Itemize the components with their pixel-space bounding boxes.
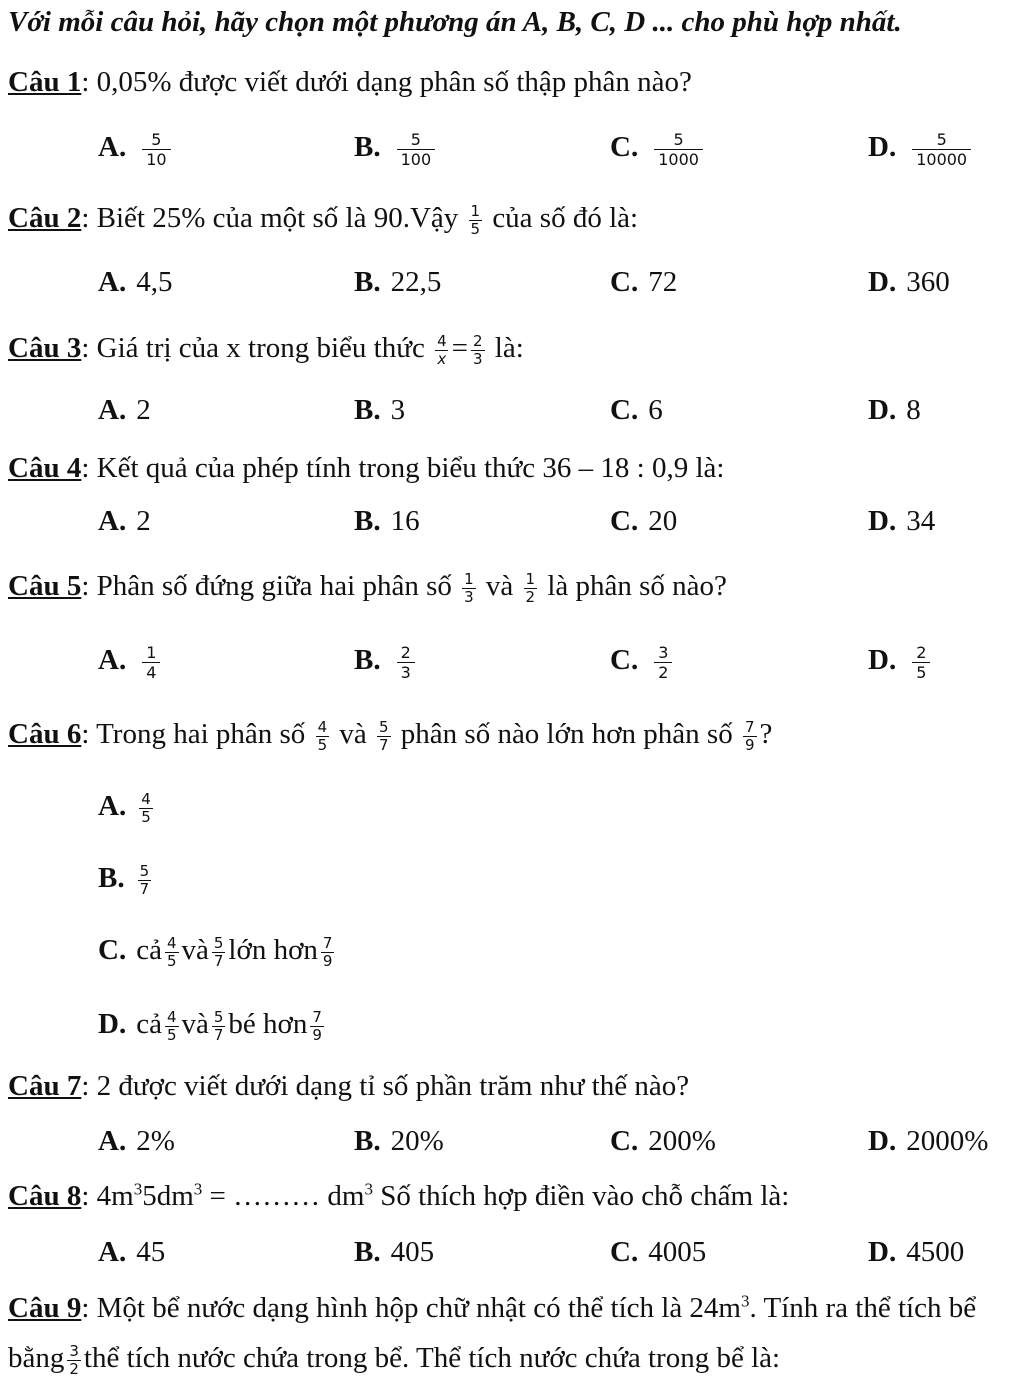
option-1c[interactable]: C. $\frac{5}{1000}$ [610, 130, 706, 169]
option-4a[interactable]: A. 2 [98, 505, 151, 537]
option-6c[interactable]: C. cả $\frac{4}{5}$ và $\frac{5}{7}$ lớn hơn $\frac{7}{9}$ [98, 933, 333, 970]
question-4: Câu 4: Kết quả của phép tính trong biểu thức 36 – 18 : 0,9 là: [8, 452, 725, 484]
question-2: Câu 2: Biết 25% của một số là 90.Vậy $\frac{1}{5}$ của số đó là: [8, 201, 639, 238]
option-3d[interactable]: D. 8 [868, 394, 921, 426]
option-5d[interactable]: D. $\frac{2}{5}$ [868, 643, 933, 682]
question-6: Câu 6: Trong hai phân số $\frac{4}{5}$ và $\frac{5}{7}$ phân số nào lớn hơn phân số $\frac{7}{9}$ ? [8, 717, 773, 754]
fraction: $\frac{2}{3}$ [472, 331, 483, 368]
option-2a[interactable]: A. 4,5 [98, 266, 173, 298]
question-label: Câu 7 [8, 1070, 82, 1102]
option-5c[interactable]: C. $\frac{3}{2}$ [610, 643, 675, 682]
question-5: Câu 5: Phân số đứng giữa hai phân số $\frac{1}{3}$ và $\frac{1}{2}$ là phân số nào? [8, 569, 727, 606]
question-8: Câu 8: $4m^35dm^3$ = ……… $dm^3$ Số thích hợp điền vào chỗ chấm là: [8, 1179, 790, 1212]
option-3b[interactable]: B. 3 [354, 394, 406, 426]
option-7b[interactable]: B. 20% [354, 1125, 444, 1157]
question-3: Câu 3: Giá trị của x trong biểu thức $\frac{4}{x}$ = $\frac{2}{3}$ là: [8, 331, 524, 368]
fraction: $\frac{5}{7}$ [378, 717, 389, 754]
option-5a[interactable]: A. $\frac{1}{4}$ [98, 643, 163, 682]
option-7c[interactable]: C. 200% [610, 1125, 716, 1157]
option-2c[interactable]: C. 72 [610, 266, 678, 298]
fraction: $\frac{1}{5}$ [470, 201, 481, 238]
question-9-line-2: bằng $\frac{3}{2}$ thể tích nước chứa trong bể. Thể tích nước chứa trong bể là: [8, 1341, 781, 1378]
option-8d[interactable]: D. 4500 [868, 1236, 965, 1268]
option-7a[interactable]: A. 2% [98, 1125, 175, 1157]
option-8a[interactable]: A. 45 [98, 1236, 166, 1268]
option-6d[interactable]: D. cả $\frac{4}{5}$ và $\frac{5}{7}$ bé hơn $\frac{7}{9}$ [98, 1007, 322, 1044]
option-4d[interactable]: D. 34 [868, 505, 936, 537]
option-6a[interactable]: A. $\frac{4}{5}$ [98, 789, 151, 826]
question-label: Câu 2 [8, 202, 82, 234]
question-7: Câu 7: 2 được viết dưới dạng tỉ số phần trăm như thế nào? [8, 1070, 690, 1102]
question-1 [8, 66, 692, 98]
fraction: $\frac{3}{2}$ [69, 1341, 79, 1378]
fraction: $\frac{1}{3}$ [464, 569, 474, 606]
option-1a[interactable]: A. $\frac{5}{10}$ [98, 130, 174, 169]
option-8c[interactable]: C. 4005 [610, 1236, 707, 1268]
option-2b[interactable]: B. 22,5 [354, 266, 442, 298]
question-9: Câu 9: Một bể nước dạng hình hộp chữ nhật có thể tích là $24m^3$. Tính ra thể tích bể [8, 1292, 977, 1324]
option-5b[interactable]: B. $\frac{2}{3}$ [354, 643, 418, 682]
option-1d[interactable]: D. $\frac{5}{10000}$ [868, 130, 974, 169]
option-3c[interactable]: C. 6 [610, 394, 663, 426]
instruction: Với mỗi câu hỏi, hãy chọn một phương án A, B, C, D ... cho phù hợp nhất. [8, 6, 902, 38]
option-4b[interactable]: B. 16 [354, 505, 420, 537]
question-label: Câu 3 [8, 332, 82, 364]
option-3a[interactable]: A. 2 [98, 394, 151, 426]
option-6b[interactable]: B. $\frac{5}{7}$ [98, 861, 150, 898]
question-label: Câu 5 [8, 570, 82, 602]
fraction: $\frac{1}{2}$ [525, 569, 536, 606]
option-8b[interactable]: B. 405 [354, 1236, 435, 1268]
option-1b[interactable]: B. $\frac{5}{100}$ [354, 130, 438, 169]
option-4c[interactable]: C. 20 [610, 505, 678, 537]
fraction: $\frac{7}{9}$ [744, 717, 755, 754]
question-label: Câu 8 [8, 1180, 82, 1212]
option-2d[interactable]: D. 360 [868, 266, 950, 298]
question-text: : 0,05% được viết dưới dạng phân số thập phân nào? [81, 66, 692, 98]
question-label: Câu 9 [8, 1292, 82, 1324]
option-7d[interactable]: D. 2000% [868, 1125, 989, 1157]
fraction: $\frac{4}{5}$ [317, 717, 328, 754]
question-label: Câu 4 [8, 452, 82, 484]
fraction: $\frac{4}{x}$ [437, 331, 447, 368]
question-label: Câu 1 [8, 66, 82, 98]
question-label: Câu 6 [8, 718, 82, 750]
